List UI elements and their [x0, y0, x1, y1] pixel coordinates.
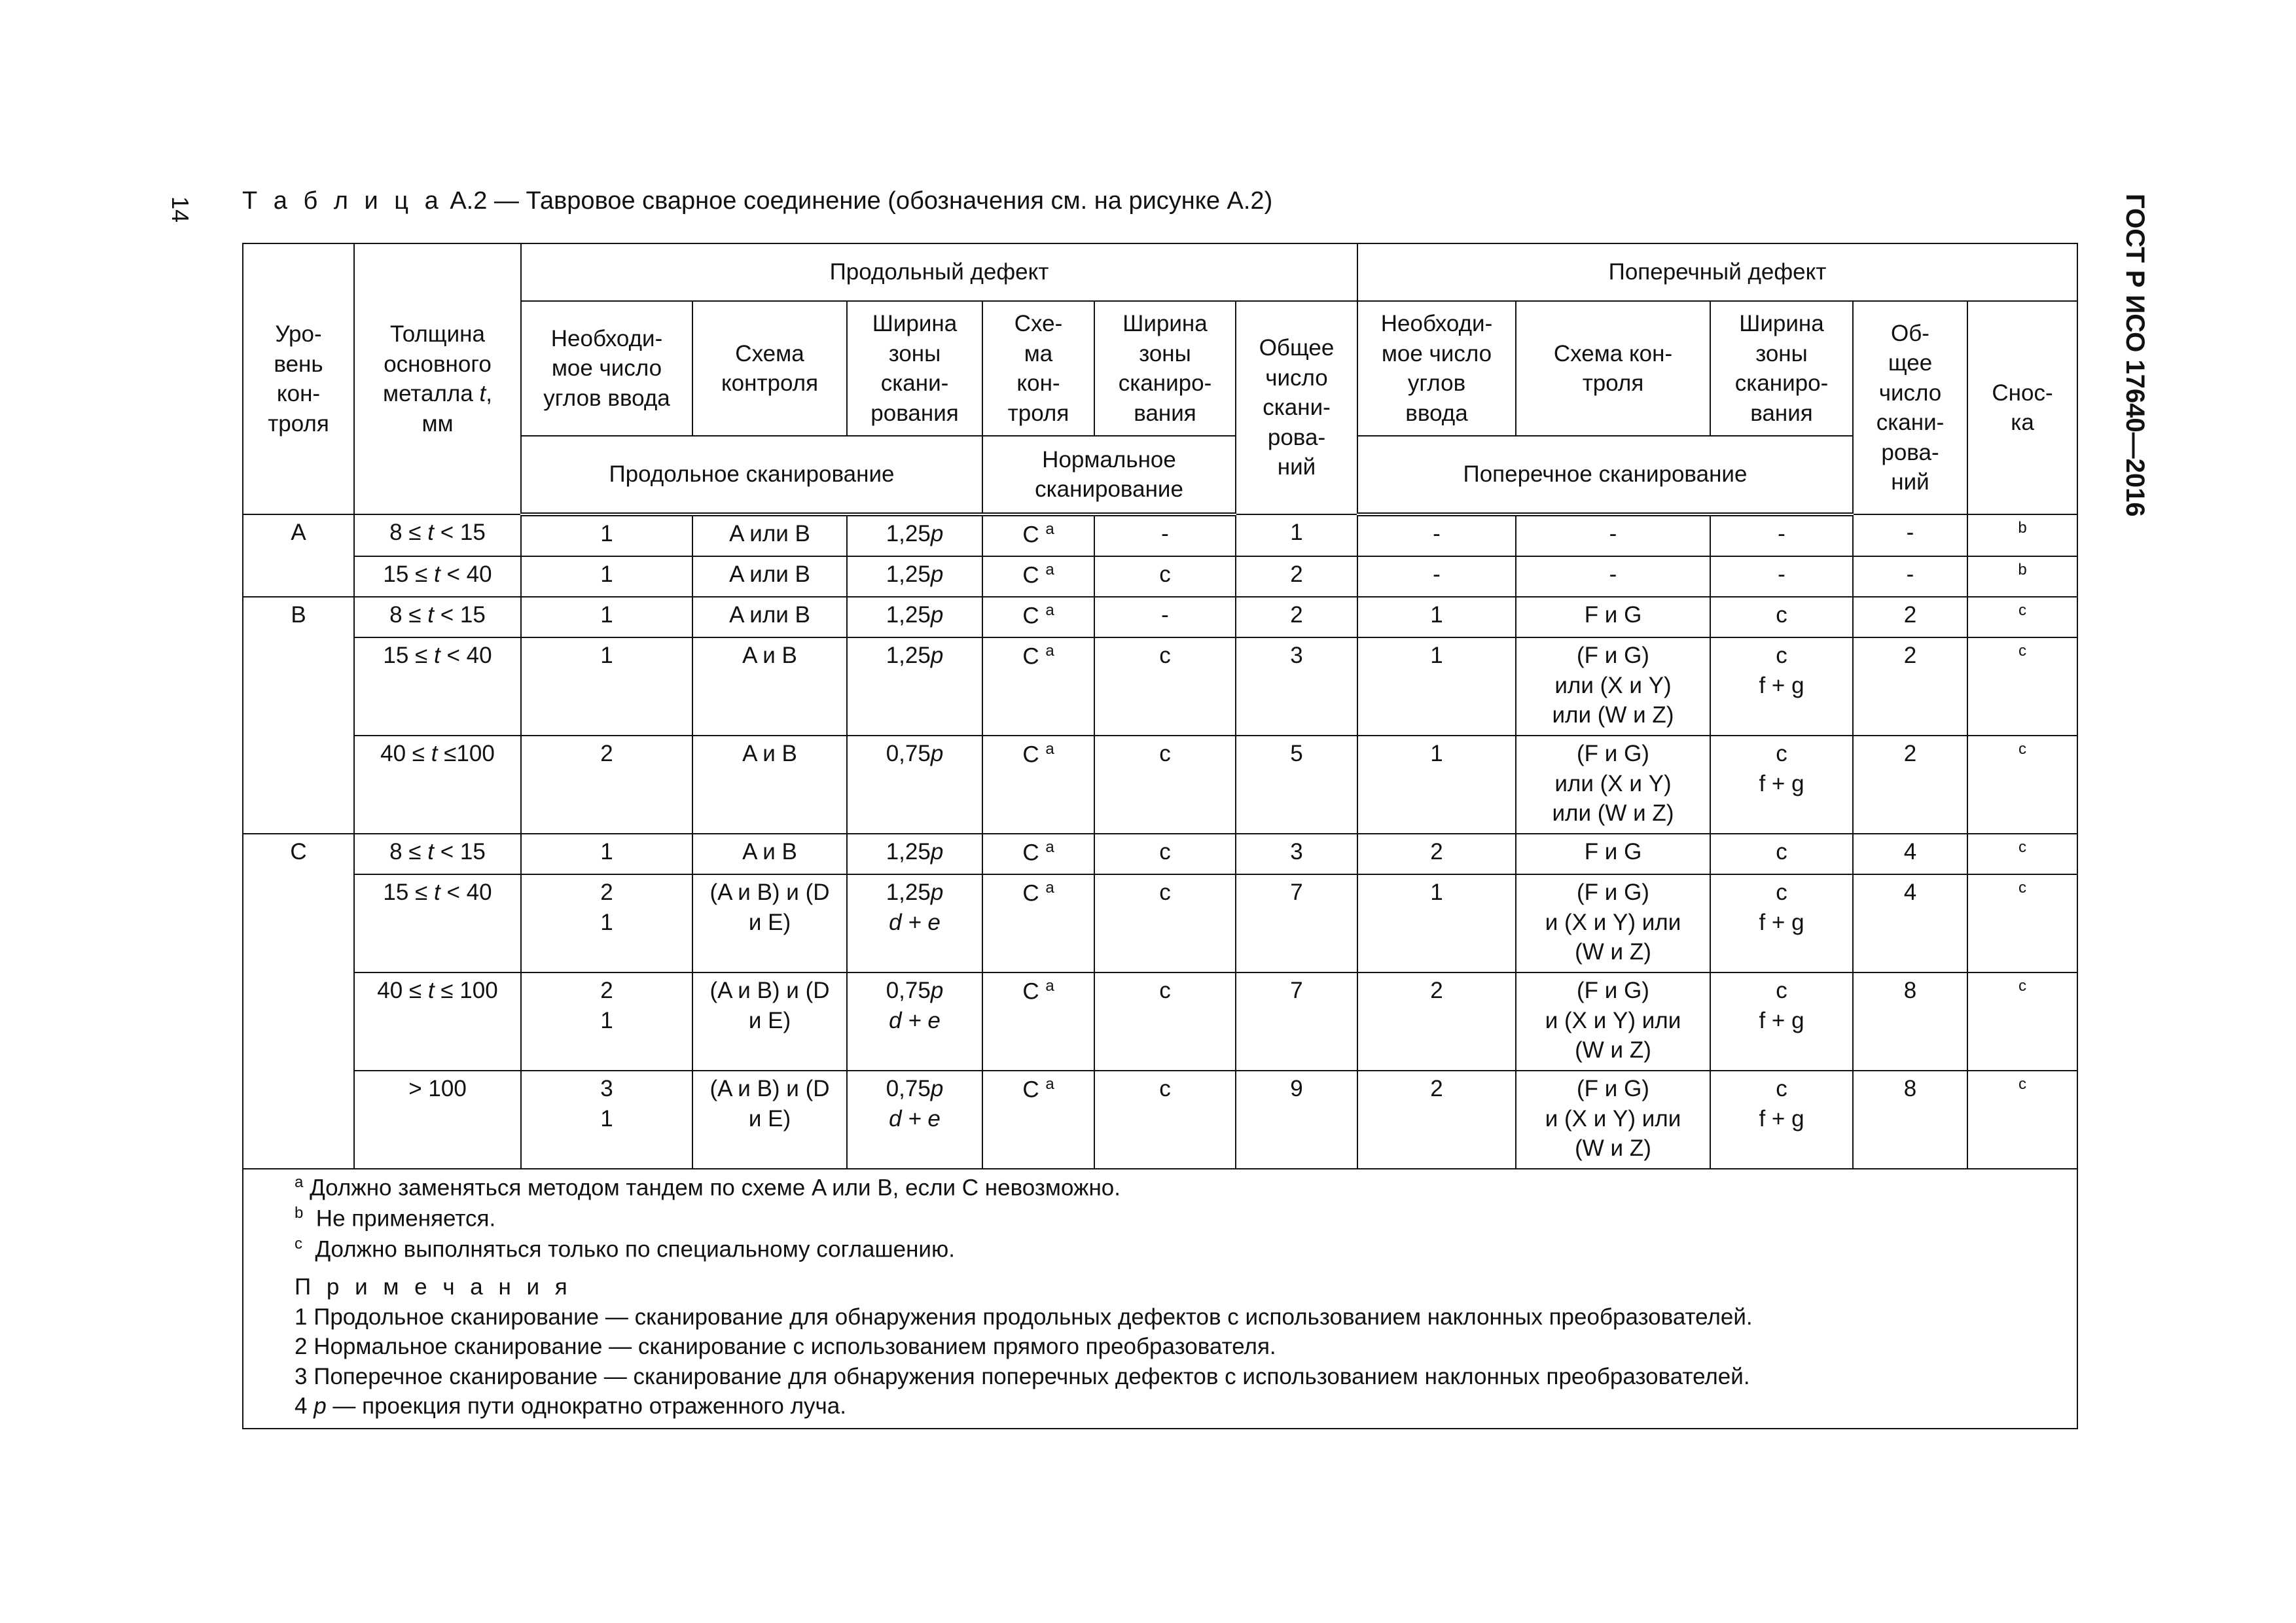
n-width-cell: - — [1094, 514, 1236, 556]
l-scheme-cell: (A и B) и (D и E) — [692, 874, 847, 972]
t-total-cell: 2 — [1853, 597, 1967, 637]
header-level: Уро- вень кон- троля — [243, 243, 354, 514]
footnote-item: $^b$ Не применяется. — [295, 1204, 496, 1232]
l-scheme-cell: A и B — [692, 736, 847, 834]
note-item: 2 Нормальное сканирование — сканирование с использованием прямого преобразователя. — [295, 1334, 1276, 1360]
l-width-cell: 0,75p — [847, 736, 982, 834]
thickness-cell: 15 ≤ t < 40 — [354, 637, 521, 736]
note-item: 3 Поперечное сканирование — сканирование для обнаружения поперечных дефектов с использованием наклонных преобразователей. — [295, 1363, 1750, 1389]
table-row — [243, 597, 2077, 637]
header-normal-scan: Нормальное сканирование — [982, 436, 1236, 514]
t-scheme-cell: (F и G) и (X и Y) или (W и Z) — [1516, 874, 1710, 972]
t-angles-cell: 2 — [1357, 972, 1516, 1071]
header-thickness: Толщина основного металла t, мм — [354, 243, 521, 514]
note-item: 1 Продольное сканирование — сканирование для обнаружения продольных дефектов с использованием наклонных преобразователей. — [295, 1304, 1753, 1330]
level-cell: B — [243, 597, 354, 834]
t-total-cell: - — [1853, 514, 1967, 556]
table-row — [243, 637, 2077, 736]
n-width-cell: c — [1094, 834, 1236, 874]
l-scheme-cell: A или B — [692, 556, 847, 597]
t-angles-cell: 1 — [1357, 637, 1516, 736]
t-scheme-cell: - — [1516, 514, 1710, 556]
t-scheme-cell: F и G — [1516, 834, 1710, 874]
t-angles-cell: 1 — [1357, 597, 1516, 637]
header-n-width: Ширина зоны сканиро- вания — [1094, 301, 1236, 436]
t-angles-cell: - — [1357, 514, 1516, 556]
thickness-cell: 40 ≤ t ≤ 100 — [354, 972, 521, 1071]
header-transverse-scan: Поперечное сканирование — [1357, 436, 1853, 514]
n-scheme-cell: C $^a$ — [982, 834, 1094, 874]
l-scheme-cell: A или B — [692, 597, 847, 637]
t-angles-cell: 1 — [1357, 874, 1516, 972]
l-scheme-cell: (A и B) и (D и E) — [692, 1071, 847, 1169]
header-t-width: Ширина зоны сканиро- вания — [1710, 301, 1853, 436]
n-scheme-cell: C $^a$ — [982, 736, 1094, 834]
n-width-cell: c — [1094, 874, 1236, 972]
t-angles-cell: 2 — [1357, 1071, 1516, 1169]
footnote-cell: c — [1967, 972, 2077, 1071]
n-scheme-cell: C $^a$ — [982, 874, 1094, 972]
n-width-cell: - — [1094, 597, 1236, 637]
n-scheme-cell: C $^a$ — [982, 556, 1094, 597]
footnote-cell: c — [1967, 736, 2077, 834]
t-scheme-cell: (F и G) и (X и Y) или (W и Z) — [1516, 1071, 1710, 1169]
t-width-cell: c f + g — [1710, 874, 1853, 972]
total-cell: 3 — [1236, 834, 1357, 874]
t-total-cell: 8 — [1853, 1071, 1967, 1169]
header-transverse-defect: Поперечный дефект — [1357, 243, 2077, 301]
table-row — [243, 874, 2077, 972]
l-scheme-cell: (A и B) и (D и E) — [692, 972, 847, 1071]
table-caption-text: А.2 — Тавровое сварное соединение (обозначения см. на рисунке А.2) — [442, 187, 1273, 215]
header-l-width: Ширина зоны скани- рования — [847, 301, 982, 436]
table-row — [243, 972, 2077, 1071]
footnote-cell: b — [1967, 556, 2077, 597]
l-angles-cell: 2 1 — [521, 874, 692, 972]
t-angles-cell: 1 — [1357, 736, 1516, 834]
table-caption — [242, 187, 1272, 215]
header-longitudinal-scan: Продольное сканирование — [521, 436, 982, 514]
table-row — [243, 736, 2077, 834]
n-scheme-cell: C $^a$ — [982, 1071, 1094, 1169]
t-total-cell: 4 — [1853, 874, 1967, 972]
footnote-cell: c — [1967, 637, 2077, 736]
footnote-list — [295, 1172, 2077, 1264]
table-caption-prefix: Т а б л и ц а — [242, 187, 443, 215]
footnote-cell: c — [1967, 874, 2077, 972]
t-total-cell: - — [1853, 556, 1967, 597]
total-cell: 2 — [1236, 597, 1357, 637]
table-row — [243, 1071, 2077, 1169]
total-cell: 2 — [1236, 556, 1357, 597]
l-width-cell: 1,25p — [847, 556, 982, 597]
l-angles-cell: 1 — [521, 514, 692, 556]
total-cell: 7 — [1236, 972, 1357, 1071]
footnote-cell: c — [1967, 834, 2077, 874]
t-total-cell: 2 — [1853, 637, 1967, 736]
t-total-cell: 2 — [1853, 736, 1967, 834]
l-angles-cell: 2 — [521, 736, 692, 834]
t-width-cell: c — [1710, 834, 1853, 874]
l-scheme-cell: A и B — [692, 834, 847, 874]
l-width-cell: 1,25p — [847, 597, 982, 637]
total-cell: 5 — [1236, 736, 1357, 834]
n-scheme-cell: C $^a$ — [982, 514, 1094, 556]
table-row — [243, 834, 2077, 874]
footnote-item: $^a$ Должно заменяться методом тандем по схеме A или B, если C невозможно. — [295, 1173, 1121, 1201]
t-width-cell: - — [1710, 514, 1853, 556]
l-angles-cell: 1 — [521, 556, 692, 597]
footnote-cell: c — [1967, 1071, 2077, 1169]
note-item: 4 p — проекция пути однократно отраженного луча. — [295, 1393, 846, 1419]
t-scheme-cell: F и G — [1516, 597, 1710, 637]
n-scheme-cell: C $^a$ — [982, 637, 1094, 736]
table-row — [243, 556, 2077, 597]
footnote-item: $^c$ Должно выполняться только по специальному соглашению. — [295, 1235, 955, 1262]
footnote-cell: b — [1967, 514, 2077, 556]
header-t-angles: Необходи- мое число углов ввода — [1357, 301, 1516, 436]
page-number: 14 — [167, 196, 194, 223]
l-width-cell: 1,25p d + e — [847, 874, 982, 972]
l-width-cell: 1,25p — [847, 834, 982, 874]
header-t-scheme: Схема кон- троля — [1516, 301, 1710, 436]
note-list — [295, 1302, 2077, 1421]
header-l-angles: Необходи- мое число углов ввода — [521, 301, 692, 436]
l-angles-cell: 1 — [521, 597, 692, 637]
l-angles-cell: 1 — [521, 834, 692, 874]
header-l-scheme: Схема контроля — [692, 301, 847, 436]
n-width-cell: c — [1094, 637, 1236, 736]
notes-title: П р и м е ч а н и я — [295, 1274, 572, 1300]
header-n-scheme: Схе- ма кон- троля — [982, 301, 1094, 436]
l-scheme-cell: A и B — [692, 637, 847, 736]
t-angles-cell: 2 — [1357, 834, 1516, 874]
l-angles-cell: 1 — [521, 637, 692, 736]
t-width-cell: - — [1710, 556, 1853, 597]
level-cell: C — [243, 834, 354, 1169]
t-total-cell: 8 — [1853, 972, 1967, 1071]
table-row — [243, 514, 2077, 556]
l-width-cell: 1,25p — [847, 514, 982, 556]
t-scheme-cell: (F и G) или (X и Y) или (W и Z) — [1516, 637, 1710, 736]
table-notes — [243, 1169, 2077, 1429]
notes-cell — [243, 1169, 2077, 1429]
t-total-cell: 4 — [1853, 834, 1967, 874]
t-width-cell: c — [1710, 597, 1853, 637]
level-cell: A — [243, 514, 354, 597]
t-width-cell: c f + g — [1710, 1071, 1853, 1169]
thickness-cell: 8 ≤ t < 15 — [354, 514, 521, 556]
n-width-cell: c — [1094, 736, 1236, 834]
t-width-cell: c f + g — [1710, 736, 1853, 834]
n-scheme-cell: C $^a$ — [982, 597, 1094, 637]
l-scheme-cell: A или B — [692, 514, 847, 556]
t-scheme-cell: (F и G) или (X и Y) или (W и Z) — [1516, 736, 1710, 834]
thickness-cell: 8 ≤ t < 15 — [354, 597, 521, 637]
l-width-cell: 0,75p d + e — [847, 972, 982, 1071]
footnote-cell: c — [1967, 597, 2077, 637]
weld-table — [242, 243, 2078, 1429]
total-cell: 9 — [1236, 1071, 1357, 1169]
t-scheme-cell: (F и G) и (X и Y) или (W и Z) — [1516, 972, 1710, 1071]
header-t-total: Об- щее число скани- рова- ний — [1853, 301, 1967, 514]
t-scheme-cell: - — [1516, 556, 1710, 597]
thickness-cell: 8 ≤ t < 15 — [354, 834, 521, 874]
t-angles-cell: - — [1357, 556, 1516, 597]
header-footnote: Снос- ка — [1967, 301, 2077, 514]
total-cell: 1 — [1236, 514, 1357, 556]
l-width-cell: 0,75p d + e — [847, 1071, 982, 1169]
thickness-cell: 40 ≤ t ≤100 — [354, 736, 521, 834]
thickness-cell: 15 ≤ t < 40 — [354, 874, 521, 972]
l-angles-cell: 2 1 — [521, 972, 692, 1071]
n-width-cell: c — [1094, 1071, 1236, 1169]
l-angles-cell: 3 1 — [521, 1071, 692, 1169]
t-width-cell: c f + g — [1710, 637, 1853, 736]
document-header: ГОСТ Р ИСО 17640—2016 — [2121, 194, 2149, 517]
l-width-cell: 1,25p — [847, 637, 982, 736]
total-cell: 7 — [1236, 874, 1357, 972]
n-width-cell: c — [1094, 972, 1236, 1071]
n-scheme-cell: C $^a$ — [982, 972, 1094, 1071]
thickness-cell: > 100 — [354, 1071, 521, 1169]
header-longitudinal-defect: Продольный дефект — [521, 243, 1357, 301]
thickness-cell: 15 ≤ t < 40 — [354, 556, 521, 597]
t-width-cell: c f + g — [1710, 972, 1853, 1071]
total-cell: 3 — [1236, 637, 1357, 736]
table-body — [243, 514, 2077, 1169]
header-total-scans: Общее число скани- рова- ний — [1236, 301, 1357, 514]
n-width-cell: c — [1094, 556, 1236, 597]
